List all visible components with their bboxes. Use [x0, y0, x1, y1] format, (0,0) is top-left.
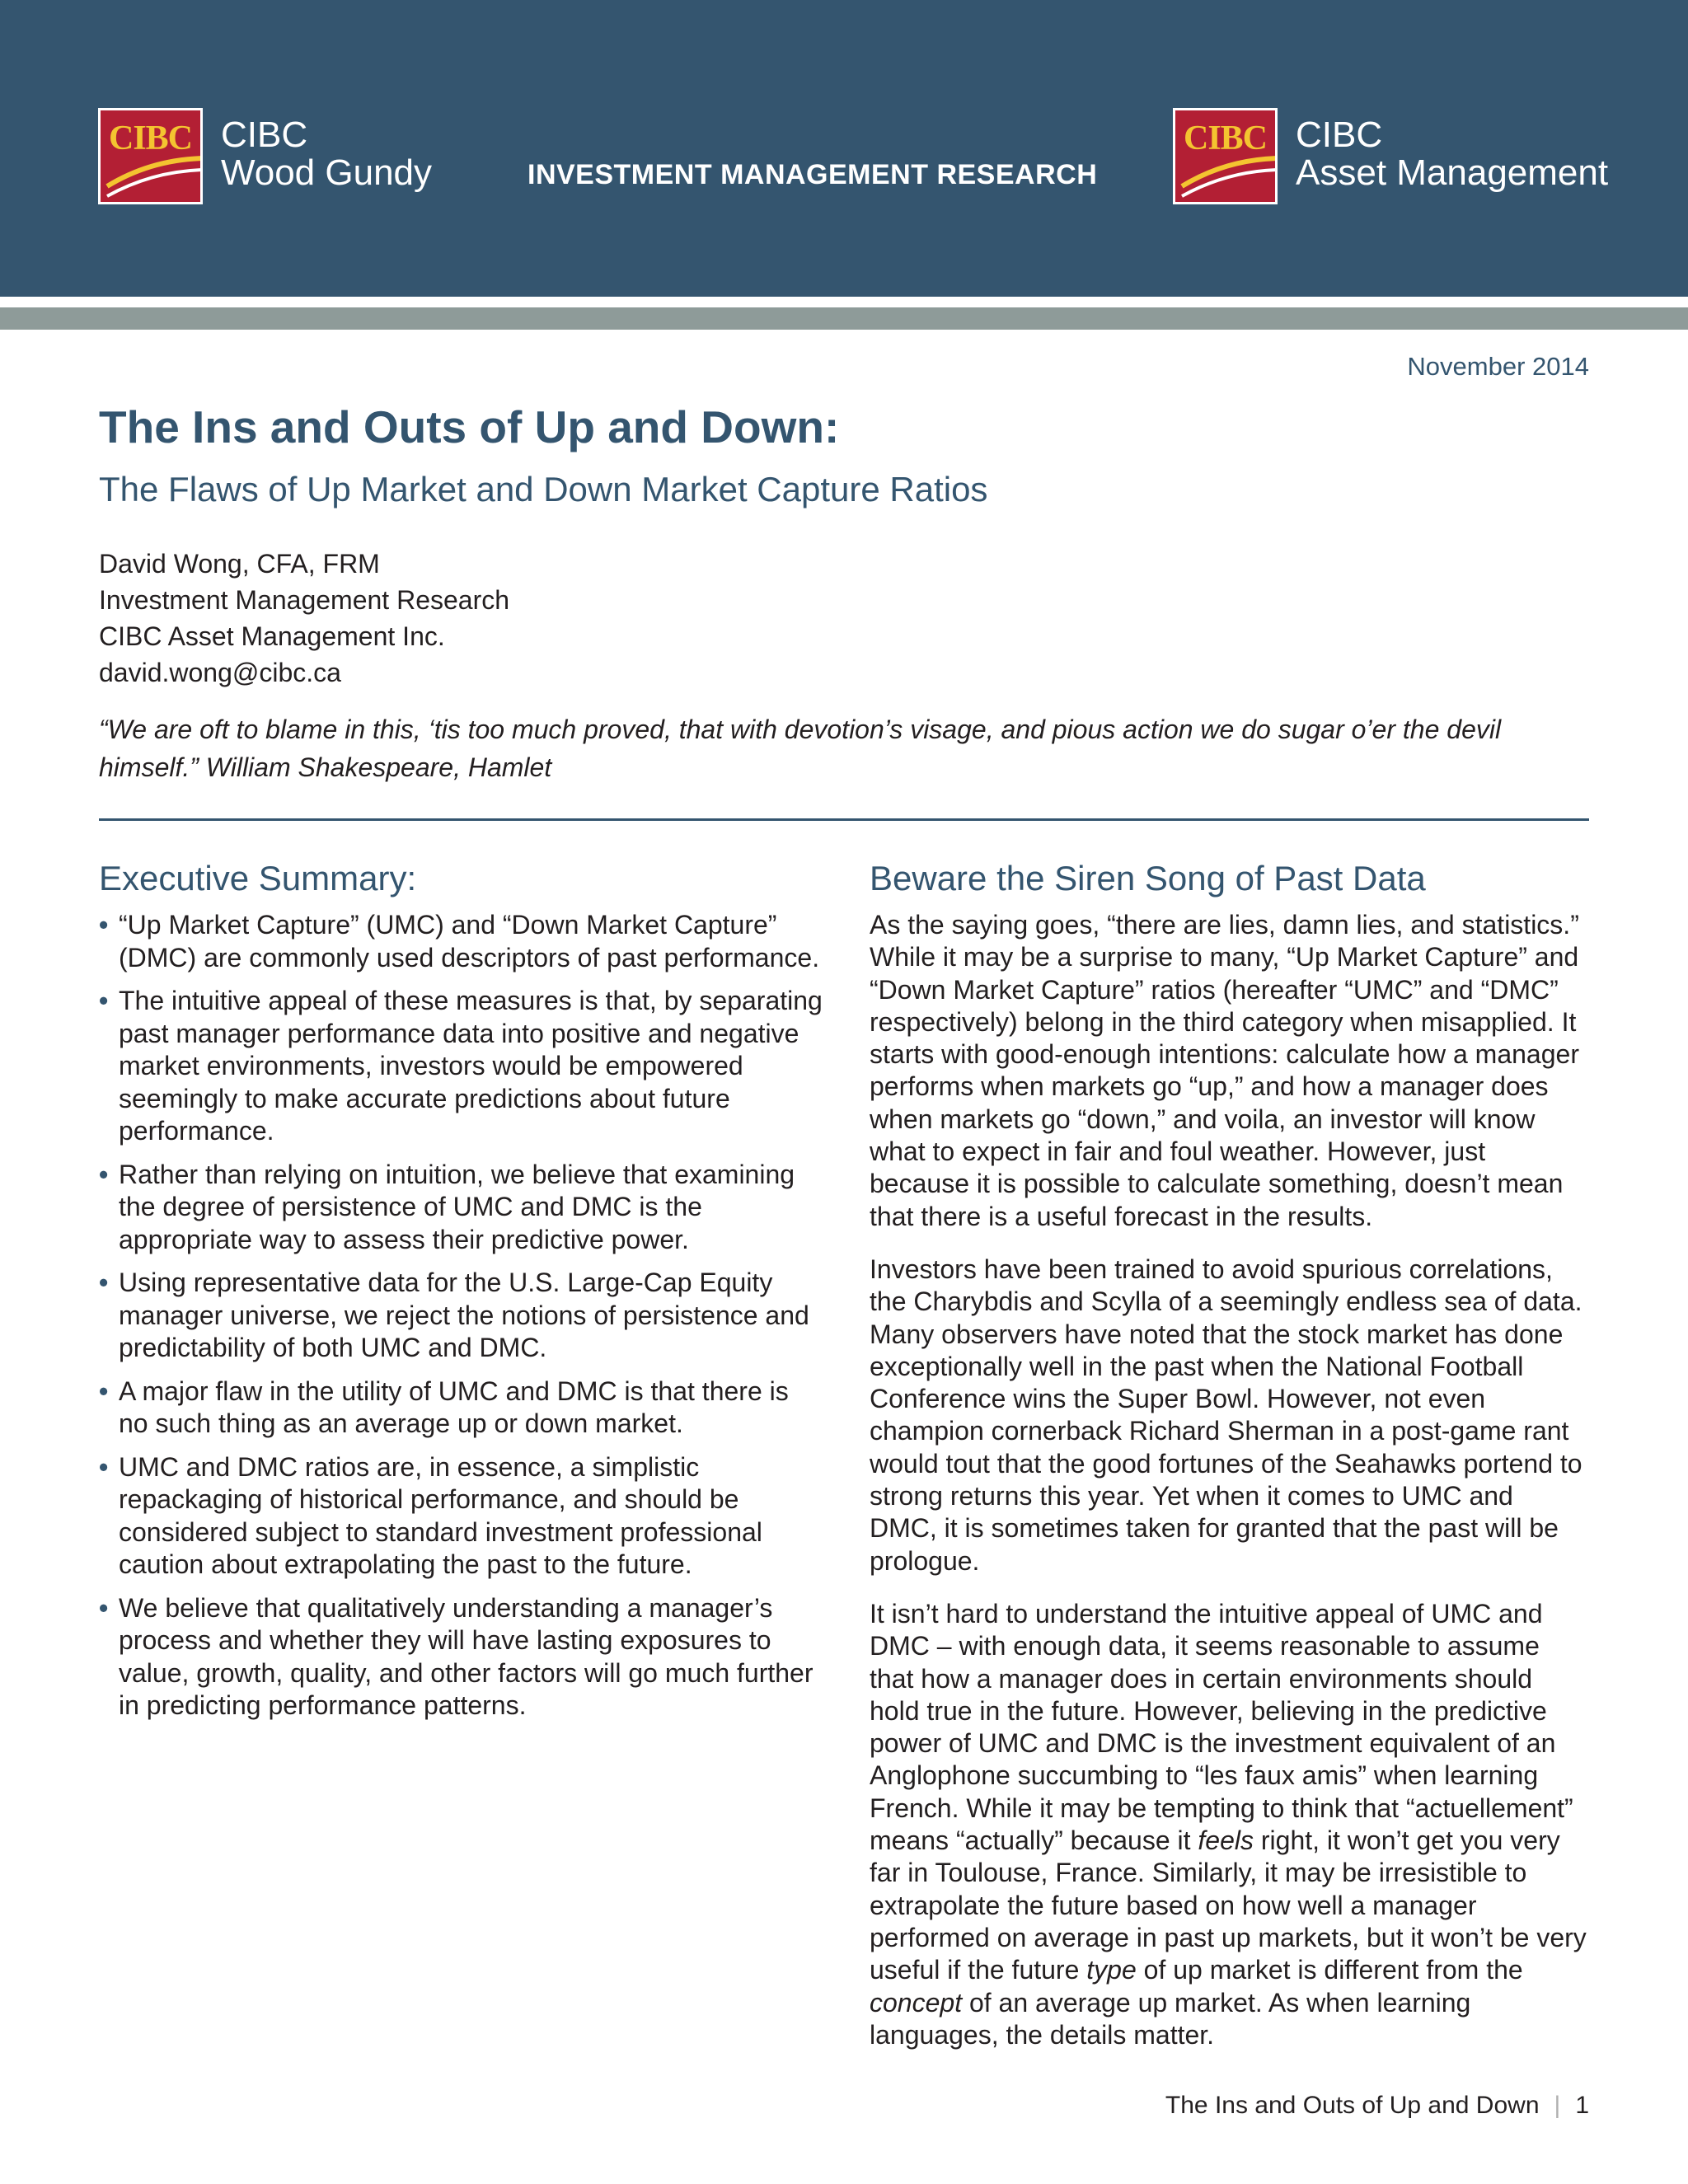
- text-run: of up market is different from the: [1136, 1955, 1523, 1985]
- text-run: of an average up market. As when learning languages, the details matter.: [870, 1987, 1471, 2050]
- author-company: CIBC Asset Management Inc.: [99, 621, 445, 651]
- emphasis-text: concept: [870, 1987, 963, 2018]
- publication-date: November 2014: [1407, 352, 1589, 381]
- list-item: • Rather than relying on intuition, we believe that examining the degree of persistence of UMC and DMC is the appropriate way to assess their predictive power.: [99, 1159, 824, 1257]
- body-paragraph: [870, 1598, 1587, 2051]
- cibc-asset-management-logo: [1173, 108, 1278, 204]
- text-run: right, it won’t get you very far in Toulouse, France. Similarly, it may be irresistible to extrapolate the future based on how well a manager performed on average in past up markets, but it won’t be very useful if the future: [870, 1825, 1587, 1985]
- author-name: David Wong, CFA, FRM: [99, 549, 380, 579]
- left-brand-line2: Wood Gundy: [221, 152, 433, 193]
- footer-separator: |: [1554, 2092, 1561, 2119]
- left-brand-line1: CIBC: [221, 115, 308, 155]
- section-divider: [99, 818, 1589, 821]
- text-run: It isn’t hard to understand the intuitive appeal of UMC and DMC – with enough data, it seems reasonable to assume that how a manager does in certain environments should hold true in the future. However, believing in the predictive power of UMC and DMC is the investment equivalent of an Anglophone succumbing to “les faux amis” when learning French. While it may be tempting to think that “actuellement” means “actually” because it: [870, 1598, 1573, 1856]
- swoosh-icon: [101, 110, 203, 204]
- emphasis-text: feels: [1198, 1825, 1254, 1856]
- epigraph-quote: “We are oft to blame in this, ‘tis too much proved, that with devotion’s visage, and pious action we do sugar o’er the devil himself.” William Shakespeare, Hamlet: [99, 715, 1502, 782]
- list-item: • The intuitive appeal of these measures is that, by separating past manager performance data into positive and negative market environments, investors would be empowered seemingly to make accurate predictions about future performance.: [99, 985, 824, 1148]
- siren-song-heading: Beware the Siren Song of Past Data: [870, 859, 1426, 898]
- executive-summary-list: [99, 909, 824, 1733]
- page-title: The Ins and Outs of Up and Down:: [99, 401, 840, 452]
- banner-title: INVESTMENT MANAGEMENT RESEARCH: [528, 159, 1098, 190]
- list-item: • A major flaw in the utility of UMC and DMC is that there is no such thing as an average up or down market.: [99, 1376, 824, 1441]
- footer-title: The Ins and Outs of Up and Down: [1165, 2092, 1540, 2119]
- logo-wordmark: CIBC: [108, 120, 193, 157]
- author-email: david.wong@cibc.ca: [99, 658, 341, 687]
- right-brand-line2: Asset Management: [1296, 152, 1609, 193]
- author-department: Investment Management Research: [99, 585, 510, 615]
- body-paragraph: As the saying goes, “there are lies, damn lies, and statistics.” While it may be a surprise to many, “Up Market Capture” and “Down Market Capture” ratios (hereafter “UMC” and “DMC” respectively) belong in the third category when misapplied. It starts with good-enough intentions: calculate how a manager performs when markets go “up,” and how a manager does when markets go “down,” and voila, an investor will know what to expect in fair and foul weather. However, just because it is possible to calculate something, doesn’t mean that there is a useful forecast in the results.: [870, 910, 1579, 1231]
- banner-divider: [0, 301, 1688, 307]
- page-footer: [1165, 2092, 1589, 2120]
- swoosh-icon: [1175, 110, 1278, 204]
- list-item: • We believe that qualitatively understanding a manager’s process and whether they will have lasting exposures to value, growth, quality, and other factors will go much further in predicting performance patterns.: [99, 1592, 824, 1722]
- logo-wordmark: CIBC: [1183, 120, 1268, 157]
- banner-stripe: [0, 307, 1688, 330]
- executive-summary-heading: Executive Summary:: [99, 859, 417, 898]
- page-subtitle: The Flaws of Up Market and Down Market Capture Ratios: [99, 470, 988, 509]
- author-block: [99, 546, 509, 691]
- list-item: • UMC and DMC ratios are, in essence, a simplistic repackaging of historical performance, and should be considered subject to standard investment professional caution about extrapolating the past to the future.: [99, 1451, 824, 1582]
- body-paragraph: Investors have been trained to avoid spurious correlations, the Charybdis and Scylla of a seemingly endless sea of data. Many observers have noted that the stock market has done exceptionally well in the past when the National Football Conference wins the Super Bowl. However, not even champion cornerback Richard Sherman in a post-game rant would tout that the good fortunes of the Seahawks portend to strong returns this year. Yet when it comes to UMC and DMC, it is sometimes taken for granted that the past will be prologue.: [870, 1254, 1582, 1576]
- list-item: • Using representative data for the U.S. Large-Cap Equity manager universe, we reject the notions of persistence and predictability of both UMC and DMC.: [99, 1267, 824, 1365]
- cibc-wood-gundy-logo: [98, 108, 203, 204]
- siren-song-body: [870, 909, 1587, 2072]
- list-item: • “Up Market Capture” (UMC) and “Down Market Capture” (DMC) are commonly used descriptors of past performance.: [99, 909, 824, 974]
- emphasis-text: type: [1086, 1955, 1137, 1985]
- right-brand-line1: CIBC: [1296, 115, 1383, 155]
- page-number: 1: [1575, 2092, 1589, 2119]
